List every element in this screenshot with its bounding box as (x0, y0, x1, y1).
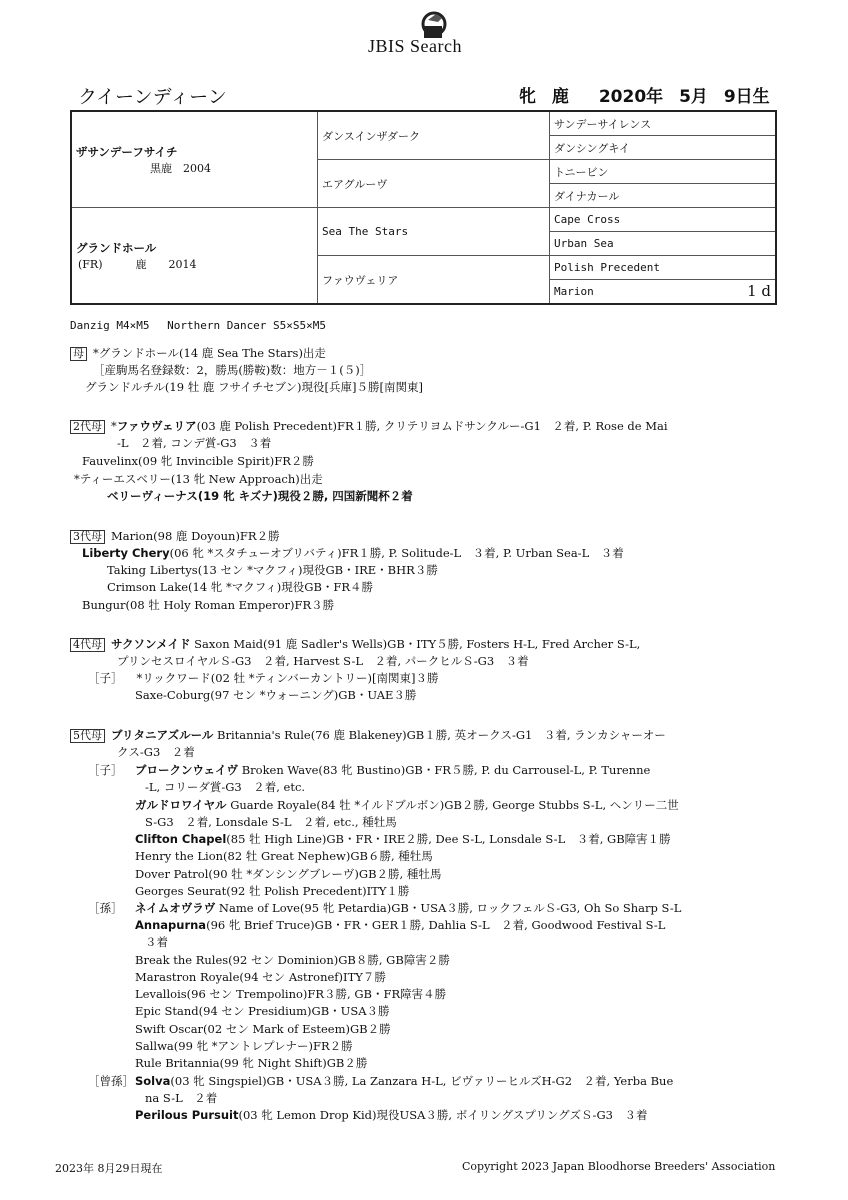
section-tag-g3dam: 3代母 (70, 530, 105, 544)
ped-g3-2: トニービン (550, 160, 777, 184)
ped-g2-3: ファウヴェリア (318, 256, 550, 305)
g5dam-g6: Epic Stand(94 セン Presidium)GB・USA３勝 (135, 1004, 390, 1018)
ped-g2-1: エアグルーヴ (318, 160, 550, 208)
g2dam-line-5: ベリーヴィーナス(19 牝 キズナ)現役２勝, 四国新聞杯２着 (107, 489, 413, 503)
section-tag-g4dam: 4代母 (70, 638, 105, 652)
ped-g2-2: Sea The Stars (318, 208, 550, 256)
g5dam-g9: Rule Britannia(99 牝 Night Shift)GB２勝 (135, 1056, 368, 1070)
sire-info: 黒鹿 2004 (150, 161, 211, 175)
dam-line-1: 母 *グランドホール(14 鹿 Sea The Stars)出走 (70, 345, 326, 361)
horse-sex: 牝 (519, 87, 536, 107)
g5dam-gg1-l2: na S-L ２着 (145, 1091, 218, 1105)
g5dam-c6: Georges Seurat(92 牡 Polish Precedent)ITY１勝 (135, 884, 410, 898)
g5dam-c3: Clifton Chapel(85 牡 High Line)GB・FR・IRE２勝, Dee S-L, Lonsdale S-L ３着, GB障害１勝 (135, 832, 671, 846)
g5dam-c5: Dover Patrol(90 牡 *ダンシングブレーヴ)GB２勝, 種牡馬 (135, 867, 442, 881)
horse-name: クイーンディーン (78, 86, 227, 108)
dam-line-3: グランドルチル(19 牡 鹿 フサイチセブン)現役[兵庫]５勝[南関東] (85, 380, 423, 394)
g5dam-c4: Henry the Lion(82 牡 Great Nephew)GB６勝, 種牡馬 (135, 849, 433, 863)
g3dam-line-1: 3代母 Marion(98 鹿 Doyoun)FR２勝 (70, 528, 280, 544)
ped-g3-3: ダイナカール (550, 184, 777, 208)
sire-cell (71, 111, 318, 208)
g4dam-line-2: プリンセスロイヤルＳ-G3 ２着, Harvest S-L ２着, パークヒルＳ-G3 ３着 (117, 654, 529, 668)
ped-g3-5: Urban Sea (550, 232, 777, 256)
ped-g2-0: ダンスインザダーク (318, 111, 550, 160)
g5dam-g2-l2: ３着 (145, 935, 168, 949)
g2dam-line-2: -L ２着, コンデ賞-G3 ３着 (117, 436, 272, 450)
ped-g3-7-cell (550, 280, 777, 305)
ped-g3-4: Cape Cross (550, 208, 777, 232)
ped-g3-6: Polish Precedent (550, 256, 777, 280)
family-number: 1 d (747, 282, 771, 300)
horse-birth: 2020年 5月 9日生 (598, 87, 770, 107)
g3dam-line-3: Taking Libertys(13 セン *マクフィ)現役GB・IRE・BHR３勝 (107, 563, 438, 577)
g5dam-c2-l2: S-G3 ２着, Lonsdale S-L ２着, etc., 種牡馬 (145, 815, 397, 829)
section-tag-g5dam: 5代母 (70, 729, 105, 743)
dam-name: グランドホール (76, 240, 157, 255)
g2dam-line-4: *ティーエスベリー(13 牝 New Approach)出走 (74, 472, 323, 486)
g4dam-line-1: 4代母 サクソンメイド Saxon Maid(91 鹿 Sadler's Wells)GB・ITY５勝, Fosters H-L, Fred Archer S-L, (70, 636, 640, 652)
g2dam-line-1: 2代母 *ファウヴェリア(03 鹿 Polish Precedent)FR１勝, クリテリヨムドサンクルー-G1 ２着, P. Rose de Mai (70, 418, 668, 434)
g5dam-g2: Annapurna(96 牝 Brief Truce)GB・FR・GER１勝, Dahlia S-L ２着, Goodwood Festival S-L (135, 918, 666, 932)
g5dam-g5: Levallois(96 セン Trempolino)FR３勝, GB・FR障害４勝 (135, 987, 447, 1001)
g5dam-ggchild-tag: ［曾孫］ (88, 1074, 134, 1088)
footer-copyright: Copyright 2023 Japan Bloodhorse Breeders' Association (462, 1160, 776, 1173)
g5dam-g1: ネイムオヴラヴ Name of Love(95 牝 Petardia)GB・USA３勝, ロックフェルＳ-G3, Oh So Sharp S-L (135, 901, 682, 915)
g3dam-line-5: Bungur(08 牡 Holy Roman Emperor)FR３勝 (82, 598, 335, 612)
g5dam-c2: ガルドロワイヤル Guarde Royale(84 牡 *イルドブルボン)GB２勝, George Stubbs S-L, ヘンリー二世 (135, 798, 679, 812)
g5dam-g7: Swift Oscar(02 セン Mark of Esteem)GB２勝 (135, 1022, 391, 1036)
g5dam-line-1: 5代母 ブリタニアズルール Britannia's Rule(76 鹿 Blakeney)GB１勝, 英オークス-G1 ３着, ランカシャーオー (70, 727, 666, 743)
dam-line-2: ［産駒馬名登録数：2，勝馬(勝鞍)数：地方－１(５)］ (93, 363, 372, 377)
footer-date: 2023年 8月29日現在 (55, 1162, 163, 1175)
g5dam-c1: ブロークンウェイヴ Broken Wave(83 牝 Bustino)GB・FR５勝, P. du Carrousel-L, P. Turenne (135, 763, 651, 777)
g5dam-child-tag: ［子］ (88, 763, 123, 777)
ped-g3-1: ダンシングキイ (550, 136, 777, 160)
ped-g3-7: Marion (554, 285, 594, 298)
horse-color: 鹿 (551, 87, 569, 107)
g5dam-g8: Sallwa(99 牝 *アントレプレナー)FR２勝 (135, 1039, 353, 1053)
g3dam-line-4: Crimson Lake(14 牝 *マクフィ)現役GB・FR４勝 (107, 580, 374, 594)
g5dam-g3: Break the Rules(92 セン Dominion)GB８勝, GB障害２勝 (135, 953, 450, 967)
g5dam-gg1: Solva(03 牝 Singspiel)GB・USA３勝, La Zanzara H-L, ビヴァリーヒルズH-G2 ２着, Yerba Bue (135, 1074, 674, 1088)
g4dam-line-3: ［子］ *リックワード(02 牡 *ティンバーカントリー)[南関東]３勝 (88, 671, 439, 685)
section-tag-dam: 母 (70, 347, 87, 361)
inbreeding-line: Danzig M4×M5 Northern Dancer S5×S5×M5 (70, 319, 327, 332)
g5dam-g4: Marastron Royale(94 セン Astronef)ITY７勝 (135, 970, 386, 984)
g4dam-line-4: Saxe-Coburg(97 セン *ウォーニング)GB・UAE３勝 (135, 688, 417, 702)
g3dam-line-2: Liberty Chery(06 牝 *スタチューオブリバティ)FR１勝, P. Solitude-L ３着, P. Urban Sea-L ３着 (82, 546, 624, 560)
g5dam-gg2: Perilous Pursuit(03 牝 Lemon Drop Kid)現役USA３勝, ボイリングスプリングズＳ-G3 ３着 (135, 1108, 648, 1122)
g2dam-line-3: Fauvelinx(09 牝 Invincible Spirit)FR２勝 (82, 454, 314, 468)
horse-info (519, 82, 770, 107)
g5dam-c1-l2: -L, コリーダ賞-G3 ２着, etc. (145, 780, 306, 794)
g5dam-gchild-tag: ［孫］ (88, 901, 123, 915)
dam-info: (FR) 鹿 2014 (78, 257, 197, 271)
ped-g3-0: サンデーサイレンス (550, 111, 777, 136)
logo-text: JBIS Search (368, 36, 462, 56)
pedigree-table (70, 110, 777, 305)
sire-name: ザサンデーフサイチ (76, 144, 178, 159)
section-tag-g2dam: 2代母 (70, 420, 105, 434)
dam-cell (71, 208, 318, 305)
g5dam-line-2: クス-G3 ２着 (117, 745, 195, 759)
jbis-logo (368, 10, 498, 58)
